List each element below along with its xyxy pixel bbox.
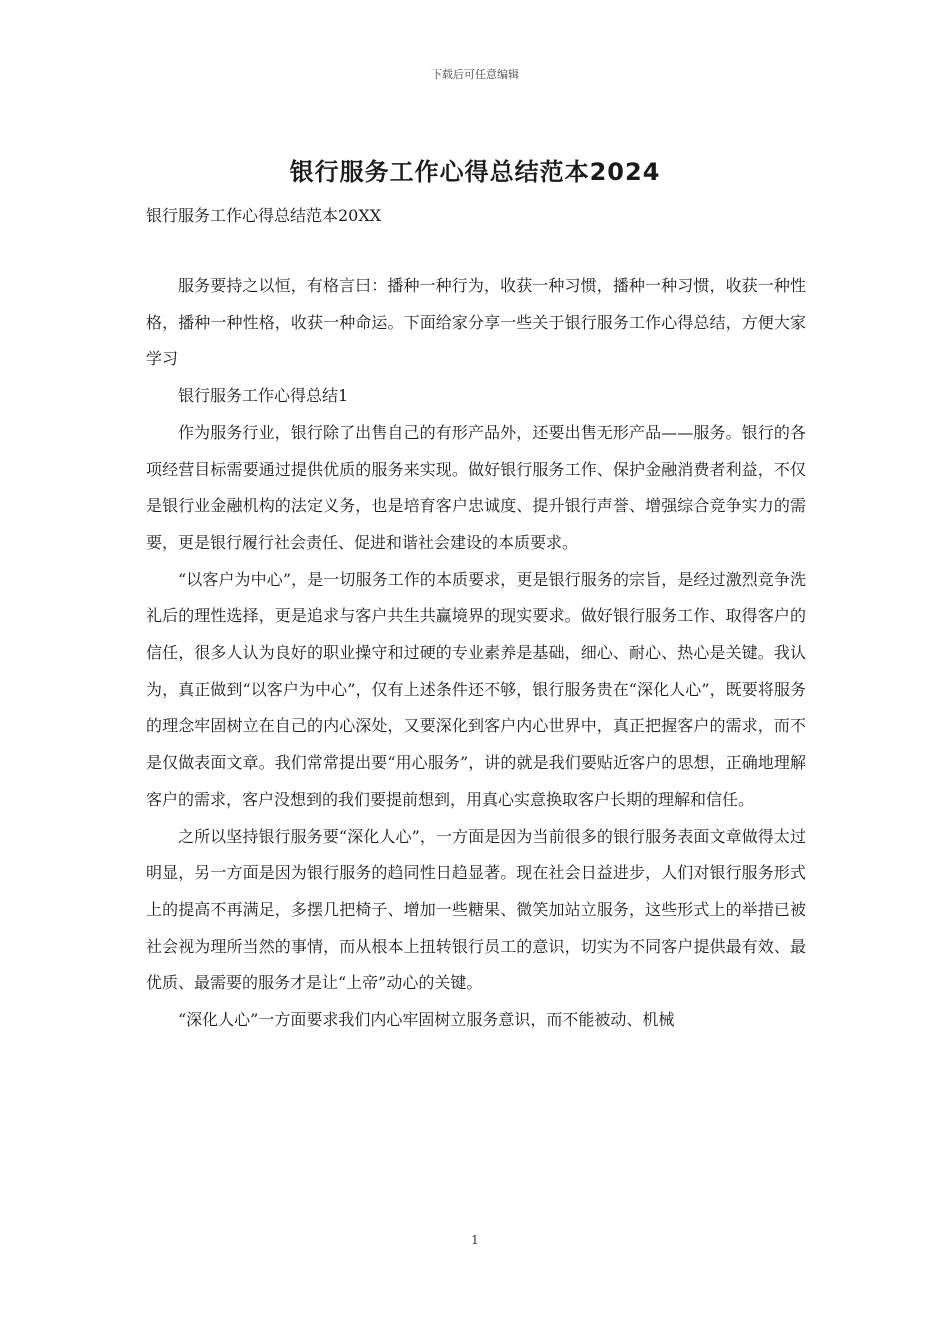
document-title: 银行服务工作心得总结范本2024 [289, 158, 661, 186]
paragraph: “深化人心”一方面要求我们内心牢固树立服务意识，而不能被动、机械 [178, 1010, 675, 1030]
page-number: 1 [471, 1233, 479, 1247]
paragraph: 作为服务行业，银行除了出售自己的有形产品外，还要出售无形产品——服务。银行的各项经营目标需要通过提供优质的服务来实现。做好银行服务工作、保护金融消费者利益，不仅是银行业金融机构的法定义务，也是培育客户忠诚度、提升银行声誉、增强综合竞争实力的需要，更是银行履行社会责任、促进和谐社会建设的本质要求。 [146, 422, 806, 552]
paragraph-intro: 服务要持之以恒，有格言曰：播种一种行为，收获一种习惯，播种一种习惯，收获一种性格，播种一种性格，收获一种命运。下面给家分享一些关于银行服务工作心得总结，方便大家学习 [146, 276, 806, 369]
paragraph: 之所以坚持银行服务要“深化人心”，一方面是因为当前很多的银行服务表面文章做得太过明显，另一方面是因为银行服务的趋同性日趋显著。现在社会日益进步，人们对银行服务形式上的提高不再满足，多摆几把椅子、增加一些糖果、微笑加站立服务，这些形式上的举措已被社会视为理所当然的事情，而从根本上扭转银行员工的意识，切实为不同客户提供最有效、最优质、最需要的服务才是让“上帝”动心的关键。 [146, 826, 806, 993]
section-heading: 银行服务工作心得总结1 [178, 386, 349, 406]
paragraph: “以客户为中心”，是一切服务工作的本质要求，更是银行服务的宗旨，是经过激烈竞争洗礼后的理性选择，更是追求与客户共生共赢境界的现实要求。做好银行服务工作、取得客户的信任，很多人认为良好的职业操守和过硬的专业素养是基础，细心、耐心、热心是关键。我认为，真正做到“以客户为中心”，仅有上述条件还不够，银行服务贵在“深化人心”，既要将服务的理念牢固树立在自己的内心深处，又要深化到客户内心世界中，真正把握客户的需求，而不是仅做表面文章。我们常常提出要“用心服务”，讲的就是我们要贴近客户的思想，正确地理解客户的需求，客户没想到的我们要提前想到，用真心实意换取客户长期的理解和信任。 [146, 569, 806, 809]
document-body [146, 268, 806, 1039]
document-subtitle: 银行服务工作心得总结范本20XX [146, 206, 382, 225]
header-note: 下载后可任意编辑 [431, 68, 519, 81]
